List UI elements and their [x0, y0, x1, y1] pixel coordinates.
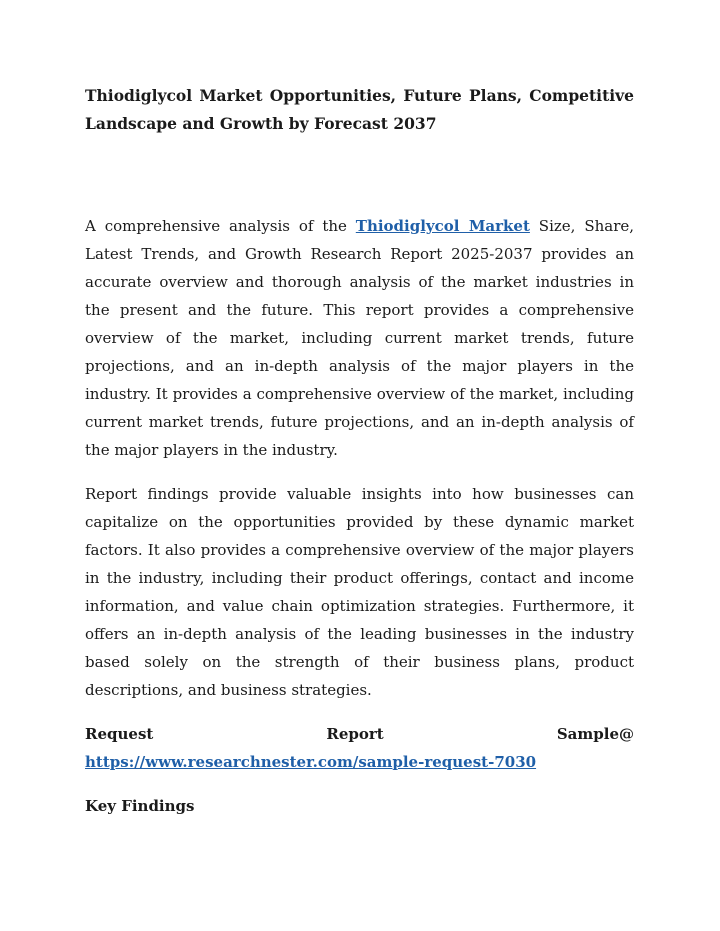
sample-request-link[interactable]: https://www.researchnester.com/sample-request-7030 [85, 753, 537, 771]
intro-text-after: Size, Share, Latest Trends, and Growth Research Report 2025-2037 provides an accurate overview and thorough analysis of the market industries in the present and the future. This report provides a comprehensive overview of the market, including current market trends, future projections, and an in-depth analysis of the major players in the industry. It provides a comprehensive overview of the market, including current market trends, future projections, and an in-depth analysis of the major players in the industry. [85, 217, 635, 459]
key-findings-heading: Key Findings [85, 797, 195, 815]
request-sample-label [85, 720, 634, 748]
document-page [85, 82, 634, 820]
findings-paragraph: Report findings provide valuable insights into how businesses can capitalize on the opportunities provided by these dynamic market factors. It also provides a comprehensive overview of the major players in the industry, including their product offerings, contact and income information, and value chain optimization strategies. Furthermore, it offers an in-depth analysis of the leading businesses in the industry based solely on the strength of their business plans, product descriptions, and business strategies. [85, 485, 634, 699]
intro-text-before: A comprehensive analysis of the [85, 217, 356, 235]
request-word: Request [85, 725, 154, 743]
intro-paragraph [85, 212, 634, 464]
sample-word: Sample@ [556, 725, 634, 743]
request-sample-block [85, 720, 634, 776]
report-word: Report [326, 725, 384, 743]
thiodiglycol-market-link[interactable]: Thiodiglycol Market [355, 217, 530, 235]
document-title: Thiodiglycol Market Opportunities, Future Plans, Competitive Landscape and Growth by Forecast 2037 [85, 86, 634, 133]
